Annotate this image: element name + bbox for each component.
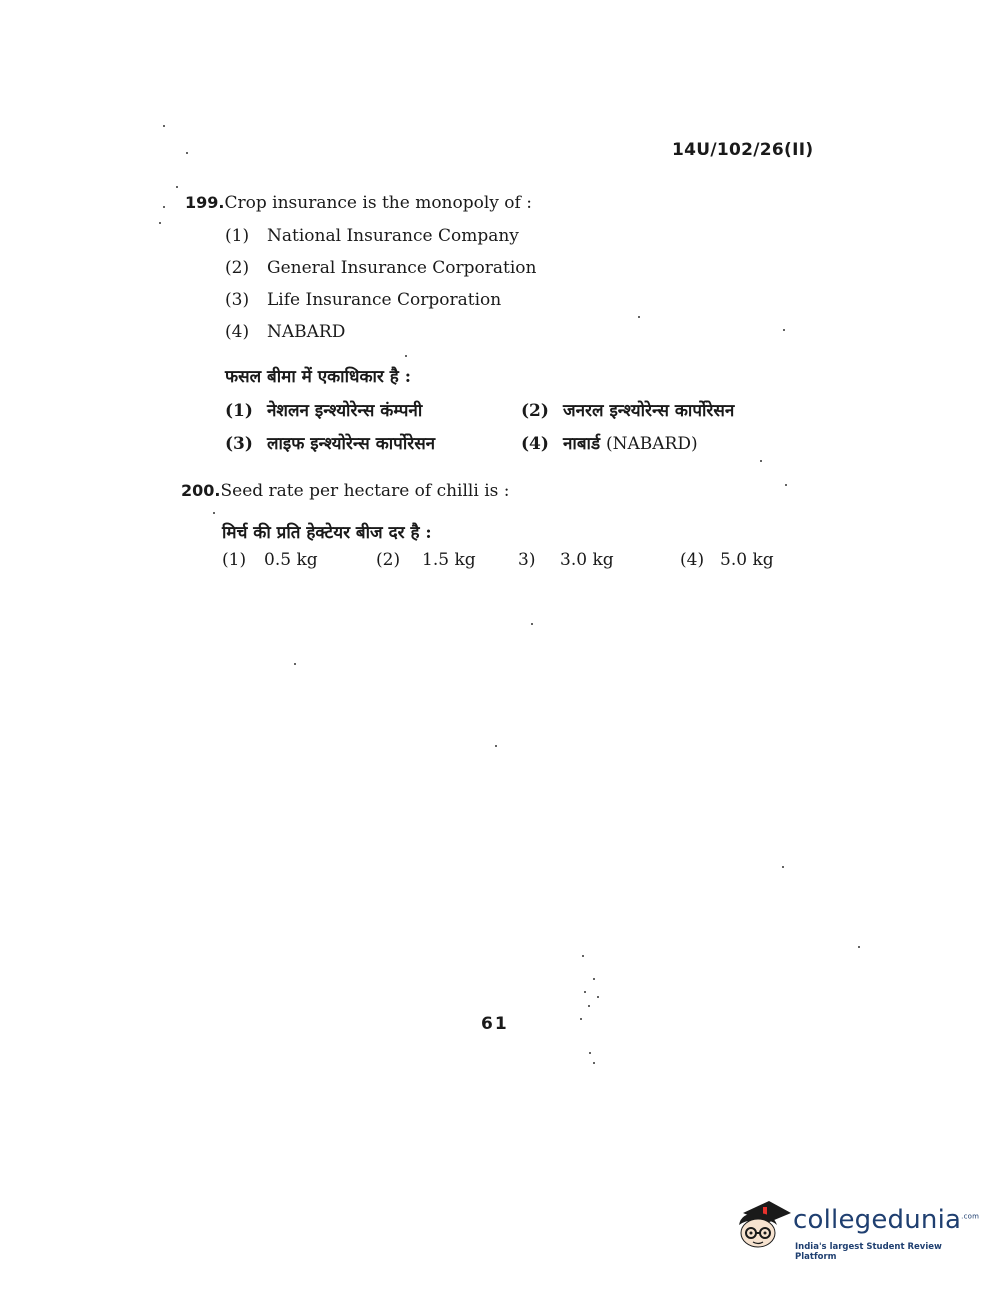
option-en-3 (225, 290, 501, 310)
brand-name: collegedunia$^{.com}$ (793, 1205, 980, 1235)
option-number: (2) (225, 258, 250, 278)
option-hi-1 (225, 398, 422, 421)
option-text: General Insurance Corporation (267, 258, 537, 278)
paper-code: 14U/102/26(II) (672, 140, 814, 160)
option-number: (4) (225, 322, 250, 342)
option-text: Life Insurance Corporation (267, 290, 502, 310)
option-en-2 (225, 258, 537, 278)
question-text-en: Crop insurance is the monopoly of : (224, 193, 532, 213)
option-text: लाइफ इन्श्योरेन्स कार्पोरेसन (267, 434, 436, 454)
question-text-en: Seed rate per hectare of chilli is : (220, 481, 510, 501)
option-text: National Insurance Company (267, 226, 519, 246)
option-text: 1.5 kg (422, 550, 476, 570)
option-number: (4) (521, 434, 549, 454)
option-text: नाबार्ड (563, 434, 601, 454)
option-number: 3) (518, 550, 536, 570)
option-text: 5.0 kg (720, 550, 774, 570)
option-en-1 (225, 226, 519, 246)
option-hi-3 (225, 431, 435, 454)
option-number: (2) (376, 550, 401, 570)
brand-suffix: .com (961, 1212, 980, 1221)
option-number: (2) (521, 401, 549, 421)
question-199 (185, 193, 532, 213)
option-number: (4) (680, 550, 705, 570)
option-4 (680, 550, 774, 570)
option-text: नेशलन इन्श्योरेन्स कंम्पनी (267, 401, 423, 421)
option-number: (1) (222, 550, 247, 570)
question-number: 199. (185, 193, 225, 212)
option-hi-2 (521, 398, 734, 421)
question-text-hi: फसल बीमा में एकाधिकार है : (225, 367, 411, 387)
mascot-icon (733, 1195, 791, 1257)
option-number: (3) (225, 290, 250, 310)
option-3 (518, 550, 614, 570)
option-number: (3) (225, 434, 253, 454)
question-number: 200. (181, 481, 221, 500)
question-200 (181, 481, 510, 501)
option-text: 0.5 kg (264, 550, 318, 570)
question-text-hi: मिर्च की प्रति हेक्टेयर बीज दर है : (222, 523, 432, 543)
option-extra: (NABARD) (605, 434, 698, 454)
page-number: 61 (481, 1014, 509, 1034)
option-en-4 (225, 322, 345, 342)
brand-tagline: India's largest Student Review Platform (795, 1242, 942, 1262)
option-number: (1) (225, 226, 250, 246)
option-text: NABARD (267, 322, 346, 342)
option-text: जनरल इन्श्योरेन्स कार्पोरेसन (563, 401, 735, 421)
option-2 (376, 550, 476, 570)
option-number: (1) (225, 401, 253, 421)
option-1 (222, 550, 318, 570)
option-hi-4 (521, 431, 698, 454)
collegedunia-watermark (733, 1195, 980, 1265)
option-text: 3.0 kg (560, 550, 614, 570)
